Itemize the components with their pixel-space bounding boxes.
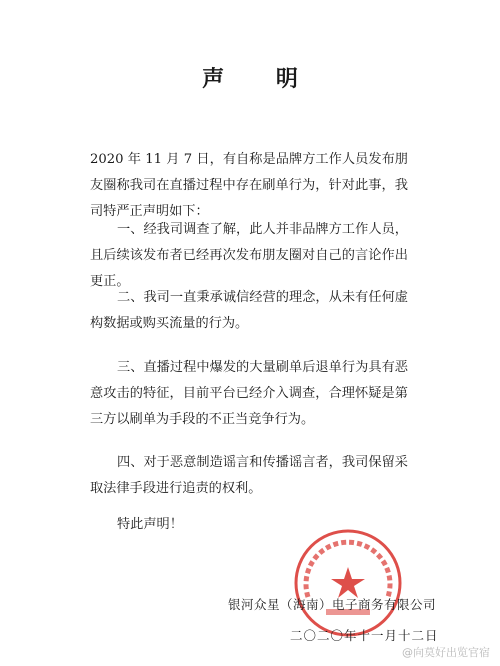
signature-company: 银河众星（海南）电子商务有限公司 bbox=[228, 597, 437, 612]
statement-point-4: 四、对于恶意制造谣言和传播谣言者，我司保留采取法律手段进行追责的权利。 bbox=[90, 455, 408, 496]
seal-star-icon bbox=[331, 567, 365, 598]
weibo-watermark: @向莫好出览官宿 bbox=[402, 646, 490, 659]
signature-date: 二〇二〇年十一月十二日 bbox=[290, 628, 439, 643]
document-title: 声 明 bbox=[202, 66, 320, 92]
statement-point-2: 二、我司一直秉承诚信经营的理念，从未有任何虚构数据或购买流量的行为。 bbox=[90, 290, 408, 331]
statement-point-1: 一、经我司调查了解，此人并非品牌方工作人员，且后续该发布者已经再次发布朋友圈对自己的言论作出更正。 bbox=[90, 222, 408, 289]
company-seal-stamp bbox=[292, 527, 404, 639]
intro-paragraph: 2020 年 11 月 7 日，有自称是品牌方工作人员发布朋友圈称我司在直播过程中存在刷单行为，针对此事，我司特严正声明如下： bbox=[90, 152, 408, 219]
closing-line: 特此声明！ bbox=[117, 517, 183, 532]
statement-point-3: 三、直播过程中爆发的大量刷单后退单行为具有恶意攻击的特征，目前平台已经介入调查，合理怀疑是第三方以刷单为手段的不正当竞争行为。 bbox=[90, 360, 408, 427]
